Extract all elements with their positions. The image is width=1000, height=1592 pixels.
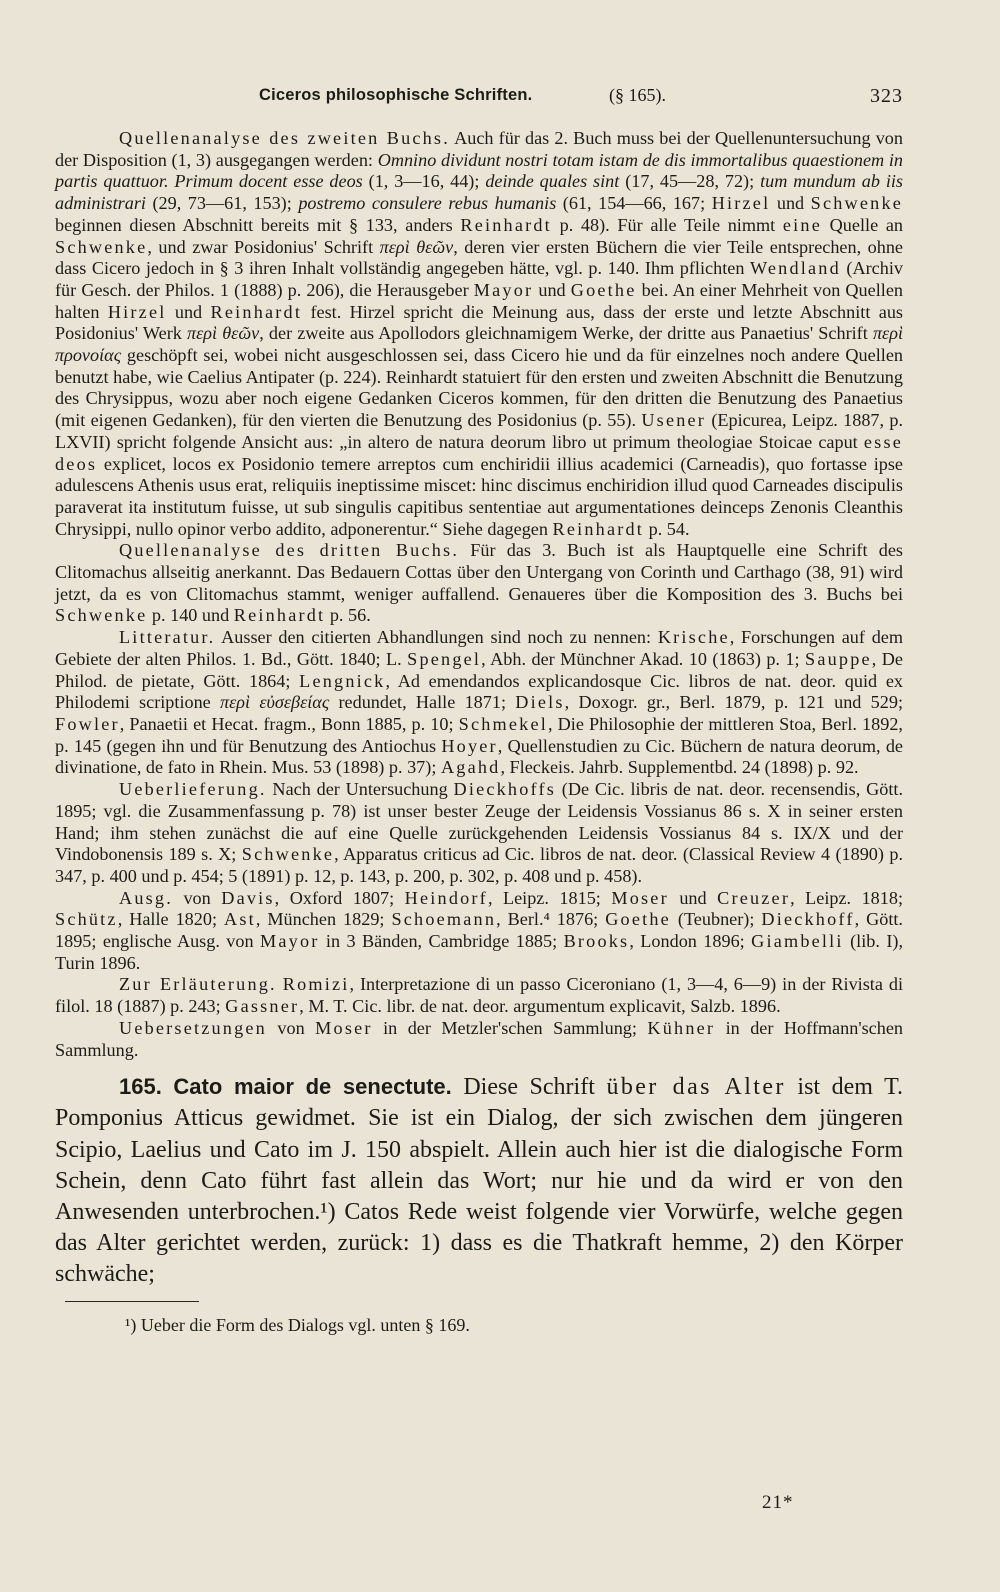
text: bei. An einer Mehrheit von Quellen halten — [55, 279, 904, 322]
paragraph-uebersetzungen — [55, 1018, 903, 1061]
paragraph-ausgaben — [55, 888, 903, 975]
text: , Fleckeis. Jahrb. Supplementbd. 24 (1898) p. 92. — [500, 757, 859, 778]
text: Quelle an — [821, 214, 903, 235]
text: , Ad emendandos explicandosque Cic. libros de nat. deor. quid ex Philodemi scriptione — [55, 670, 903, 713]
text: explicet, locos ex Posidonio temere arreptos cum enchiridii illius academici (Carneadis), quo fortasse ipse adulescens Athenis usus erat, reliquiis ineptissime miscet: hinc discimus enchiridion illud quod Carneades discipulis paraverat ita institutum fuisse, ut sub singulis capitibus sententiae aut argumentationes deinceps Zenonis Cleanthis Chrysippi, nullo opinor verbo addito, adponerentur.“ Siehe dagegen — [55, 453, 903, 539]
text: von — [266, 1017, 316, 1038]
paragraph-lead: Zur Erläuterung. — [119, 974, 277, 995]
text: geschöpft sei, wobei nicht ausgeschlossen sei, dass Cicero hie und da für einzelnes noch andere Quellen benutzt habe, wie Caelius Antipater (p. 224). Reinhardt statuiert für den ersten und zweiten Abschnitt die Benutzung des Chrysippus, wozu aber noch eigene Gedanken Ciceros kommen, für den dritten die Benutzung des Panaetius (mit eigenen Gedanken), für den vierten die Benutzung des Posidonius (p. 55). — [55, 345, 903, 431]
paragraph-lead: Ueberlieferung. — [119, 779, 267, 800]
text: Nach der Untersuchung — [266, 779, 454, 800]
text: redundet, Halle 1871; — [329, 692, 516, 713]
text: p. 48). Für alle Teile nimmt — [551, 214, 783, 235]
author-name: Reinhardt — [460, 214, 552, 235]
text: in der Hoffmann'schen Sammlung. — [55, 1017, 904, 1060]
greek-title: περὶ θεῶν — [187, 323, 260, 344]
text: , Gött. 1895; englische Ausg. von — [55, 909, 903, 952]
running-head-title: Ciceros philosophische Schriften. — [259, 86, 533, 104]
paragraph-quellenanalyse-zweites-buch — [55, 128, 903, 540]
author-name: Reinhardt — [210, 301, 303, 322]
latin-quote: tum mundum ab iis administrari — [55, 171, 904, 214]
text: Ausser den citierten Abhandlungen sind noch zu nennen: — [215, 627, 658, 648]
greek-title: περὶ θεῶν — [379, 236, 454, 257]
paragraph-quellenanalyse-drittes-buch — [55, 540, 903, 627]
running-head — [55, 82, 903, 116]
author-name: Mayor — [260, 931, 320, 952]
page-number: 323 — [870, 85, 903, 107]
author-name: Goethe — [605, 909, 671, 930]
emphasis: über das Alter — [606, 1074, 786, 1101]
text: , Halle 1820; — [117, 909, 224, 930]
footnote-rule — [65, 1301, 199, 1302]
text: (61, 154—66, 167; — [556, 193, 712, 214]
text: , De Philod. de pietate, Gött. 1864; — [55, 648, 903, 691]
author-name: Dieckhoff — [761, 909, 855, 930]
author-name: Mayor — [473, 279, 534, 300]
text: und — [166, 301, 211, 322]
signature-mark: 21* — [762, 1492, 794, 1513]
text: (17, 45—28, 72); — [619, 171, 761, 192]
author-name: Kühner — [647, 1017, 716, 1038]
text: (Epicurea, Leipz. 1887, p. LXVII) spricht folgende Ansicht aus: „in altero de natura deorum libro ut primum theologiae Stoicae caput — [55, 410, 903, 452]
text: p. 140 und — [147, 605, 234, 626]
author-name: Goethe — [570, 279, 637, 300]
author-name: Moser — [315, 1017, 373, 1038]
author-name: Fowler — [55, 713, 120, 734]
text: , Doxogr. gr., Berl. 1879, p. 121 und 529; — [564, 692, 903, 713]
text: Diese Schrift — [451, 1074, 607, 1101]
author-name: Ast — [223, 909, 256, 930]
greek-title: περὶ προνοίας — [55, 323, 903, 366]
author-name: Brooks — [563, 931, 630, 952]
text: p. 56. — [325, 605, 371, 626]
author-name: Romizi — [282, 974, 350, 995]
text: , Die Philosophie der mittleren Stoa, Berl. 1892, p. 145 (gegen ihn und für Benutzung des Antiochus — [55, 713, 903, 756]
emphasis: eine — [782, 214, 822, 235]
text: (Archiv für Gesch. der Philos. 1 (1888) p. 206), die Herausgeber — [55, 258, 903, 300]
author-name: Schwenke — [55, 236, 148, 257]
text: von — [172, 887, 222, 908]
text: p. 54. — [644, 518, 690, 539]
text: und — [770, 193, 811, 214]
author-name: Dieckhoffs — [453, 779, 556, 800]
text: fest. Hirzel spricht die Meinung aus, dass der erste und letzte Abschnitt aus Posidonius' Werk — [55, 301, 903, 344]
text: , Panaetii et Hecat. fragm., Bonn 1885, p. 10; — [119, 713, 459, 734]
author-name: Sauppe — [805, 648, 872, 669]
author-name: Hirzel — [711, 193, 771, 214]
author-name: Creuzer — [717, 887, 791, 908]
author-name: Gassner — [225, 996, 300, 1017]
section-number: 165. — [119, 1074, 162, 1100]
paragraph-lead: Ausg. — [119, 887, 173, 908]
text: in 3 Bänden, Cambridge 1885; — [319, 931, 564, 952]
text: (Teubner); — [670, 909, 762, 930]
text: in der Metzler'schen Sammlung; — [372, 1017, 648, 1038]
author-name: Davis — [221, 887, 275, 908]
author-name: Schwenke — [810, 193, 904, 214]
text: , Leipz. 1818; — [790, 887, 904, 908]
author-name: Hoyer — [441, 735, 498, 756]
text: , M. T. Cic. libr. de nat. deor. argumentum explicavit, Salzb. 1896. — [299, 996, 781, 1017]
text: ist dem T. Pomponius Atticus gewidmet. Sie ist ein Dialog, der sich zwischen dem jüngeren Scipio, Laelius und Cato im J. 150 abspielt. Allein auch hier ist die dialogische Form Schein, denn Cato führt fast allein das Wort; nur hie und da wird er von den Anwesenden unterbrochen.¹) Catos Rede weist folgende vier Vorwürfe, welche gegen das Alter gerichtet werden, zurück: 1) dass es die Thatkraft hemme, 2) den Körper schwäche; — [55, 1074, 903, 1288]
paragraph-ueberlieferung — [55, 779, 903, 888]
author-name: Giambelli — [751, 931, 844, 952]
latin-quote: deinde quales sint — [485, 171, 620, 192]
greek-title: περὶ εὐσεβείας — [220, 692, 330, 713]
paragraph-litteratur — [55, 627, 903, 779]
text: (1, 3—16, 44); — [362, 171, 486, 192]
paragraph-lead: Litteratur. — [119, 627, 216, 648]
footnote: ¹) Ueber die Form des Dialogs vgl. unten § 169. — [125, 1314, 470, 1335]
latin-quote: postremo consulere rebus humanis — [298, 193, 557, 214]
author-name: Lengnick — [299, 670, 386, 691]
text: , der zweite aus Apollodors gleichnamigem Werke, der dritte aus Panaetius' Schrift — [259, 323, 873, 344]
text: , München 1829; — [255, 909, 392, 930]
text: Für das 3. Buch ist als Hauptquelle eine Schrift des Clitomachus allseitig anerkannt. Das Bedauern Cottas über den Untergang von Corinth und Carthago (38, 91) wird jetzt, da es von Clitomachus stammt, weniger auffallend. Genaueres über die Komposition des 3. Buchs bei — [55, 540, 903, 604]
text: (lib. I), Turin 1896. — [55, 931, 903, 973]
text: , und zwar Posidonius' Schrift — [147, 236, 380, 257]
author-name: Usener — [641, 410, 707, 431]
paragraph-lead: Quellenanalyse des dritten Buchs. — [119, 540, 460, 561]
author-name: Reinhardt — [233, 605, 326, 626]
text: (29, 73—61, 153); — [145, 193, 299, 214]
author-name: Spengel — [407, 648, 482, 669]
author-name: Hirzel — [107, 301, 167, 322]
text: beginnen diesen Abschnitt bereits mit § 133, anders — [55, 214, 461, 235]
text: , Interpretazione di un passo Ciceroniano (1, 3—4, 6—9) in der Rivista di filol. 18 (1887) p. 243; — [55, 974, 904, 1017]
author-name: Schmekel — [458, 713, 548, 734]
author-name: Diels — [515, 692, 565, 713]
text: , Berl.⁴ 1876; — [496, 909, 606, 930]
paragraph-lead: Quellenanalyse des zweiten Buchs. — [119, 128, 450, 148]
author-name: Schwenke — [241, 844, 335, 865]
text: , Abh. der Münchner Akad. 10 (1863) p. 1; — [481, 648, 806, 669]
section-title: Cato maior de senectute. — [173, 1074, 452, 1100]
text: , Oxford 1807; — [274, 887, 405, 908]
author-name: Schoemann — [391, 909, 497, 930]
author-name: Agahd — [440, 757, 501, 778]
text: , Apparatus criticus ad Cic. libros de nat. deor. (Classical Review 4 (1890) p. 347, p. 400 und p. 454; 5 (1891) p. 12, p. 143, p. 200, p. 302, p. 408 und p. 458). — [55, 844, 903, 886]
text: und — [668, 887, 718, 908]
text: , Quellenstudien zu Cic. Büchern de natura deorum, de divinatione, de fato in Rhein. Mus. 53 (1898) p. 37); — [55, 735, 903, 778]
text: , Forschungen auf dem Gebiete der alten Philos. 1. Bd., Gött. 1840; L. — [55, 627, 904, 669]
author-name: Reinhardt — [552, 518, 645, 539]
author-name: Wendland — [749, 258, 841, 279]
running-head-section: (§ 165). — [609, 85, 666, 105]
latin-quote: Omnino dividunt nostri totam istam de dis immortalibus quaestionem in partis quattuor. Primum docent esse deos — [55, 149, 903, 192]
paragraph-lead: Uebersetzungen — [119, 1017, 267, 1038]
emphasis: esse deos — [55, 431, 903, 474]
text: , deren vier ersten Büchern die vier Teile entsprechen, ohne dass Cicero jedoch in § 3 ihren Inhalt vollständig angegeben hätte, vgl. p. 140. Ihm pflichten — [55, 236, 903, 279]
author-name: Krische — [657, 627, 730, 648]
author-name: Schütz — [55, 909, 118, 930]
text: Auch für das 2. Buch muss bei der Quellenuntersuchung von der Disposition (1, 3) ausgegangen werden: — [55, 128, 903, 170]
text: (De Cic. libris de nat. deor. recensendis, Gött. 1895; vgl. die Zusammenfassung p. 78) ist unser bester Zeuge der Leidensis Vossianus 86 s. X in seiner ersten Hand; ihm stehen zunächst die auf eine Quelle zurückgehenden Leidensis Vossianus 84 s. IX/X und der Vindobonensis 189 s. X; — [55, 779, 903, 865]
author-name: Heindorf — [404, 887, 488, 908]
text: und — [533, 279, 571, 300]
paragraph-erlaeuterung — [55, 974, 903, 1017]
author-name: Moser — [611, 887, 669, 908]
text: , London 1896; — [629, 931, 752, 952]
text: , Leipz. 1815; — [487, 887, 612, 908]
section-165 — [55, 1071, 903, 1290]
author-name: Schwenke — [55, 605, 148, 626]
